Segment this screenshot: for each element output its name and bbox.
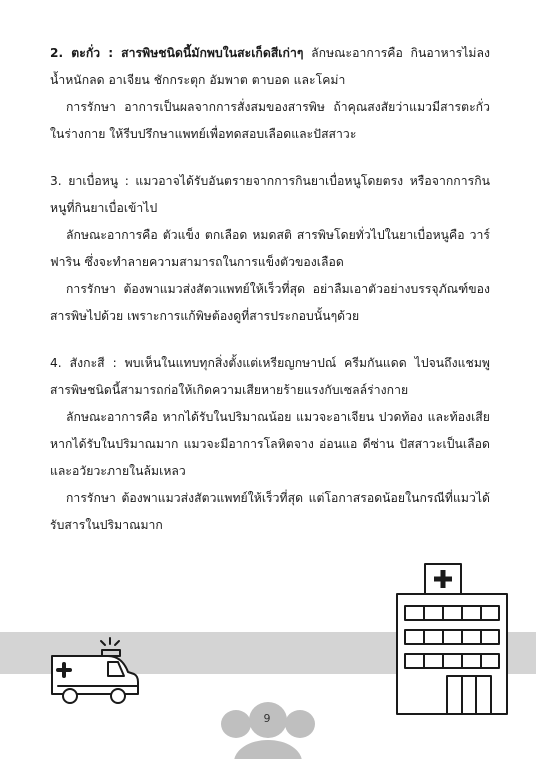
hospital-icon bbox=[383, 558, 510, 716]
ambulance-icon bbox=[46, 636, 144, 706]
section-3-symptoms: ลักษณะอาการคือ ตัวแข็ง ตกเลือด หมดสติ สารพิษโดยทั่วไปในยาเบื่อหนูคือ วาร์ฟาริน ซึ่งจะทำลายความสามารถในการแข็งตัวของเลือด bbox=[50, 228, 490, 269]
section-2-intro bbox=[50, 40, 490, 94]
section-3-heading: 3. ยาเบื่อหนู : แมวอาจได้รับอันตรายจากการกินยาเบื่อหนูโดยตรง หรือจากการกินหนูที่กินยาเบื่อเข้าไป bbox=[50, 174, 490, 215]
section-4-heading: 4. สังกะสี : พบเห็นในแทบทุกสิ่งตั้งแต่เหรียญกษาปณ์ ครีมกันแดด ไปจนถึงแชมพู สารพิษชนิดนี้สามารถก่อให้เกิดความเสียหายร้ายแรงกับเซลล์ร่างกาย bbox=[50, 356, 490, 397]
section-3-treatment: การรักษา ต้องพาแมวส่งสัตวแพทย์ให้เร็วที่สุด อย่าลืมเอาตัวอย่างบรรจุภัณฑ์ของสารพิษไปด้วย เพราะการแก้พิษต้องดูที่สารประกอบนั้นๆด้วย bbox=[50, 282, 490, 323]
section-4-treatment: การรักษา ต้องพาแมวส่งสัตวแพทย์ให้เร็วที่สุด แต่โอกาสรอดน้อยในกรณีที่แมวได้รับสารในปริมาณมาก bbox=[50, 491, 490, 532]
article-body bbox=[50, 40, 490, 539]
section-4-symptoms: ลักษณะอาการคือ หากได้รับในปริมาณน้อย แมวจะอาเจียน ปวดท้อง และท้องเสีย หากได้รับในปริมาณมาก แมวจะมีอาการโลหิตจาง อ่อนแอ ดีซ่าน ปัสสาวะเป็นเลือด และอวัยวะภายในล้มเหลว bbox=[50, 410, 490, 478]
paw-print-icon bbox=[212, 700, 324, 759]
section-2-heading: 2. ตะกั่ว : สารพิษชนิดนี้มักพบในสะเก็ดสีเก่าๆ bbox=[50, 46, 304, 60]
section-2-treatment: การรักษา อาการเป็นผลจากการสั่งสมของสารพิษ ถ้าคุณสงสัยว่าแมวมีสารตะกั่วในร่างกาย ให้รีบปรึกษาแพทย์เพื่อทดสอบเลือดและปัสสาวะ bbox=[50, 100, 490, 141]
page-number: 9 bbox=[263, 712, 271, 725]
section-2-symptoms: ลักษณะอาการคือ กินอาหารไม่ลง น้ำหนักลด อาเจียน ชักกระตุก อัมพาต ตาบอด และโคม่า bbox=[50, 46, 490, 87]
